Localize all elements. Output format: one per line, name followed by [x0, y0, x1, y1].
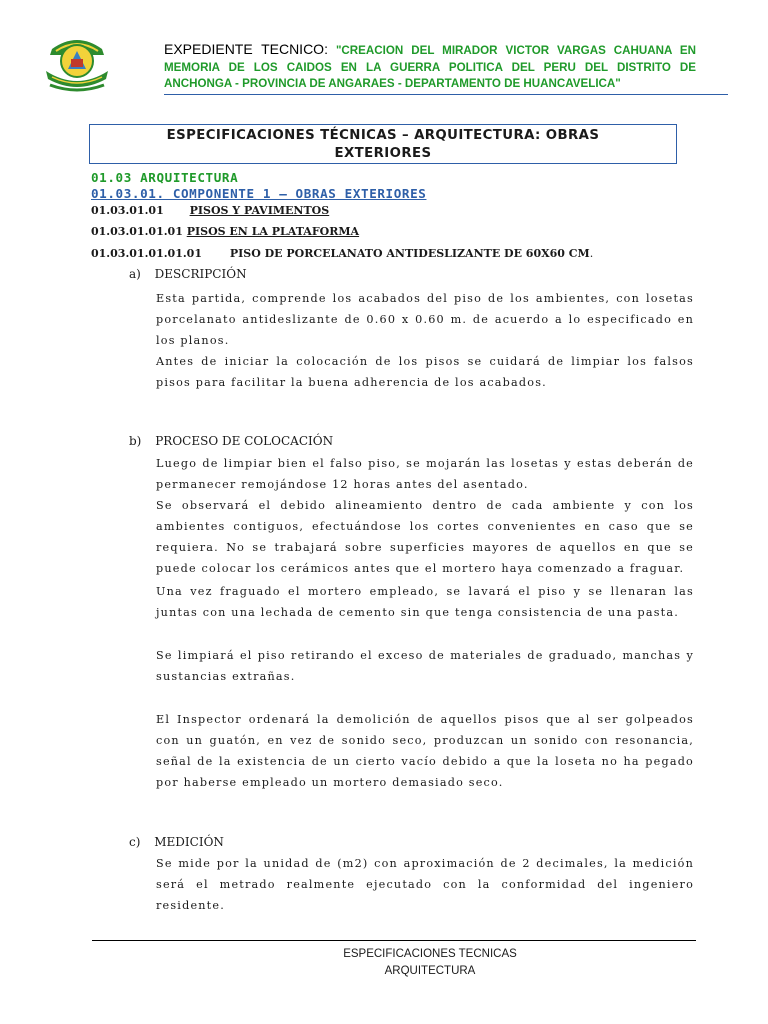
proceso-paragraph-3: Una vez fraguado el mortero empleado, se lavará el piso y se llenaran las juntas con una lechada de cemento sin que tenga consistencia de una pasta. — [156, 585, 694, 619]
item-marker: c) — [129, 835, 141, 849]
subsection-title: PISOS Y PAVIMENTOS — [189, 204, 330, 217]
subsection-pisos-plataforma — [91, 225, 359, 238]
item-descripcion — [129, 267, 247, 281]
section-arquitectura: 01.03 ARQUITECTURA — [91, 170, 239, 185]
subsection-code: 01.03.01.01 — [91, 204, 164, 217]
subsection-title: PISOS EN LA PLATAFORMA — [186, 225, 360, 238]
page-title: ESPECIFICACIONES TÉCNICAS – ARQUITECTURA: OBRAS EXTERIORES — [166, 128, 600, 161]
subsection-code: 01.03.01.01.01.01 — [91, 247, 202, 260]
subsection-title: PISO DE PORCELANATO ANTIDESLIZANTE DE 60X60 CM — [229, 247, 590, 260]
header-lead: EXPEDIENTE TECNICO: — [164, 41, 328, 57]
descripcion-paragraph-2: Antes de iniciar la colocación de los pisos se cuidará de limpiar los falsos pisos para facilitar la buena adherencia de los acabados. — [156, 355, 694, 389]
page-title-box — [89, 124, 677, 164]
subsection-piso-porcelanato: 01.03.01.01.01.01 PISO DE PORCELANATO ANTIDESLIZANTE DE 60X60 CM. — [91, 247, 594, 260]
item-marker: a) — [129, 267, 141, 281]
item-label: PROCESO DE COLOCACIÓN — [155, 434, 334, 448]
item-label: MEDICIÓN — [154, 835, 224, 849]
municipal-seal-logo — [44, 33, 110, 95]
descripcion-paragraph-1: Esta partida, comprende los acabados del piso de los ambientes, con losetas porcelanato antideslizante de 0.60 x 0.60 m. de acuerdo a lo especificado en los planos. — [156, 292, 694, 347]
proceso-paragraph-4: Se limpiará el piso retirando el exceso de materiales de graduado, manchas y sustancias extrañas. — [156, 649, 694, 683]
proceso-paragraph-5: El Inspector ordenará la demolición de aquellos pisos que al ser golpeados con un guatón, en vez de sonido seco, produzcan un sonido con resonancia, señal de la existencia de un cierto vacío debido a que la loseta no ha pegado por haberse empleado un mortero demasiado seco. — [156, 713, 694, 789]
proceso-paragraph-1: Luego de limpiar bien el falso piso, se mojarán las losetas y estas deberán de permanecer remojándose 12 horas antes del asentado. — [156, 457, 694, 491]
footer-line-1: ESPECIFICACIONES TECNICAS — [343, 948, 517, 960]
medicion-paragraph-1: Se mide por la unidad de (m2) con aproximación de 2 decimales, la medición será el metrado realmente ejecutado con la conformidad del ingeniero residente. — [156, 857, 694, 912]
item-marker: b) — [129, 434, 142, 448]
item-proceso-colocacion — [129, 434, 333, 448]
subsection-code: 01.03.01.01.01 — [91, 225, 183, 238]
project-title: "CREACION DEL MIRADOR VICTOR VARGAS CAHUANA EN MEMORIA DE LOS CAIDOS EN LA GUERRA POLITICA DEL PERU DEL DISTRITO DE ANCHONGA - PROVINCIA DE ANGARAES - DEPARTAMENTO DE HUANCAVELICA" — [164, 44, 697, 90]
project-header — [164, 41, 696, 93]
section-componente-1: 01.03.01. COMPONENTE 1 – OBRAS EXTERIORES — [91, 186, 427, 201]
footer-line-2: ARQUITECTURA — [384, 965, 476, 977]
item-label: DESCRIPCIÓN — [154, 267, 247, 281]
subsection-pisos-pavimentos — [91, 204, 329, 217]
proceso-paragraph-2: Se observará el debido alineamiento dentro de cada ambiente y con los ambientes contiguos, efectuándose los cortes convenientes en caso que se requiera. No se trabajará sobre superficies mayores de aquellos en que se puede colocar los cerámicos antes que el mortero haya comenzado a fraguar. — [156, 499, 694, 575]
footer-divider — [92, 940, 696, 941]
header-divider — [164, 94, 728, 95]
item-medicion — [129, 835, 224, 849]
